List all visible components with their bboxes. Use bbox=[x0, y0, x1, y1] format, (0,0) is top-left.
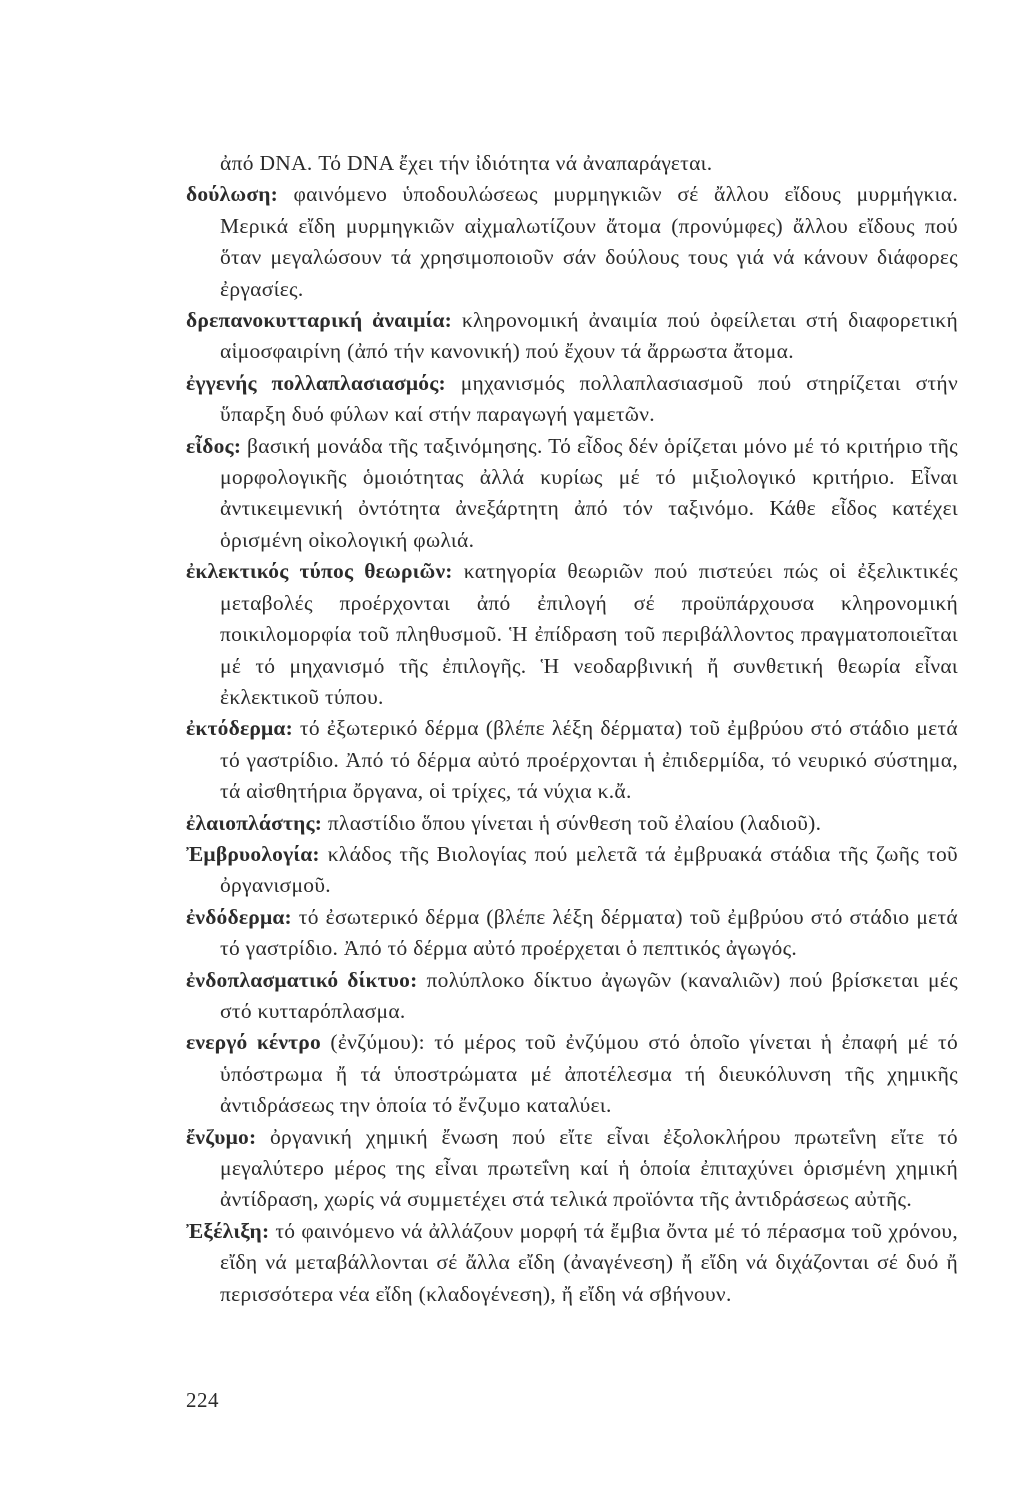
glossary-term: ἐνδοπλασματικό δίκτυο: bbox=[186, 967, 418, 992]
glossary-entry-energo-kentro bbox=[186, 1027, 958, 1121]
glossary-term: ἐκλεκτικός τύπος θεωριῶν: bbox=[186, 559, 453, 584]
glossary-term: εἶδος: bbox=[186, 433, 242, 458]
glossary-definition: κλάδος τῆς Βιολογίας πού μελετᾶ τά ἐμβρυακά στάδια τῆς ζωῆς τοῦ ὀργανισμοῦ. bbox=[220, 841, 958, 898]
glossary-definition: τό φαινόμενο νά ἀλλάζουν μορφή τά ἔμβια ὄντα μέ τό πέρασμα τοῦ χρόνου, εἴδη νά μεταβάλλονται σέ ἄλλα εἴδη (ἀναγένεση) ἤ εἴδη νά διχάζονται σέ δυό ἤ περισσότερα νέα εἴδη (κλαδογένεση), ἤ εἴδη νά σβήνουν. bbox=[220, 1218, 958, 1306]
page-number: 224 bbox=[186, 1388, 219, 1412]
glossary-entry-doulosi bbox=[186, 179, 958, 305]
glossary-term: ἔνζυμο: bbox=[186, 1124, 257, 1149]
glossary-definition: φαινόμενο ὑποδουλώσεως μυρμηγκιῶν σέ ἄλλου εἴδους μυρμήγκια. Μερικά εἴδη μυρμηγκιῶν αἰχμαλωτίζουν ἄτομα (προνύμφες) ἄλλου εἴδους πού ὅταν μεγαλώσουν τά χρησιμοποιοῦν σάν δούλους τους γιά νά κάνουν διάφορες ἐργασίες. bbox=[220, 182, 958, 301]
glossary-definition: ὀργανική χημική ἔνωση πού εἴτε εἶναι ἐξολοκλήρου πρωτεΐνη εἴτε τό μεγαλύτερο μέρος της εἶναι πρωτεΐνη καί ἡ ὁποία ἐπιταχύνει ὁρισμένη χημική ἀντίδραση, χωρίς νά συμμετέχει στά τελικά προϊόντα τῆς ἀντιδράσεως αὐτῆς. bbox=[220, 1124, 958, 1212]
glossary-entry-eggenis-pollaplasiasmos bbox=[186, 368, 958, 431]
glossary-term: ενεργό κέντρο bbox=[186, 1030, 321, 1055]
continuation-text: ἀπό DNA. Τό DNA ἔχει τήν ἰδιότητα νά ἀναπαράγεται. bbox=[220, 151, 713, 175]
glossary-entry-ektoderma bbox=[186, 713, 958, 807]
glossary-entry-enzymo bbox=[186, 1122, 958, 1216]
glossary-entry-endoplasmatiko-diktyo bbox=[186, 965, 958, 1028]
glossary-entry-drepanokyttariki-anaimia bbox=[186, 305, 958, 368]
glossary-term: ἐκτόδερμα: bbox=[186, 716, 293, 741]
glossary-entry-exelixi bbox=[186, 1216, 958, 1310]
glossary-definition: μηχανισμός πολλαπλασιασμοῦ πού στηρίζεται στήν ὕπαρξη δυό φύλων καί στήν παραγωγή γαμετῶν. bbox=[220, 370, 958, 427]
glossary-definition: (ἐνζύμου): τό μέρος τοῦ ἐνζύμου στό ὁποῖο γίνεται ἡ ἐπαφή μέ τό ὑπόστρωμα ἤ τά ὑποστρώματα μέ ἀποτέλεσμα τή διευκόλυνση τῆς χημικῆς ἀντιδράσεως την ὁποία τό ἔνζυμο καταλύει. bbox=[220, 1030, 958, 1118]
glossary-entry-embryologia bbox=[186, 839, 958, 902]
glossary-entry-eklektikos-typos bbox=[186, 556, 958, 713]
glossary-entry-elaioplastis bbox=[186, 808, 958, 839]
glossary-term: δρεπανοκυτταρική ἀναιμία: bbox=[186, 308, 453, 333]
glossary-definition: βασική μονάδα τῆς ταξινόμησης. Τό εἶδος δέν ὁρίζεται μόνο μέ τό κριτήριο τῆς μορφολογικῆς ὁμοιότητας ἀλλά κυρίως μέ τό μιξιολογικό κριτήριο. Εἶναι ἀντικειμενική ὀντότητα ἀνεξάρτητη ἀπό τόν ταξινόμο. Κάθε εἶδος κατέχει ὁρισμένη οἰκολογική φωλιά. bbox=[220, 433, 958, 552]
glossary-term: ἐνδόδερμα: bbox=[186, 904, 292, 929]
glossary-definition: τό ἐξωτερικό δέρμα (βλέπε λέξη δέρματα) τοῦ ἐμβρύου στό στάδιο μετά τό γαστρίδιο. Ἀπό τό δέρμα αὐτό προέρχονται ἡ ἐπιδερμίδα, τό νευρικό σύστημα, τά αἰσθητήρια ὄργανα, οἱ τρίχες, τά νύχια κ.ἄ. bbox=[220, 716, 958, 804]
glossary-definition: κληρονομική ἀναιμία πού ὀφείλεται στή διαφορετική αἱμοσφαιρίνη (ἀπό τήν κανονική) πού ἔχουν τά ἄρρωστα ἄτομα. bbox=[220, 308, 958, 364]
glossary-term: Ἐξέλιξη: bbox=[186, 1218, 270, 1243]
glossary-definition: πολύπλοκο δίκτυο ἀγωγῶν (καναλιῶν) πού βρίσκεται μές στό κυτταρόπλασμα. bbox=[220, 967, 958, 1023]
glossary-entry-endoderma bbox=[186, 902, 958, 965]
glossary-term: ἐλαιοπλάστης: bbox=[186, 810, 323, 835]
glossary-term: δούλωση: bbox=[186, 182, 279, 207]
glossary-term: Ἐμβρυολογία: bbox=[186, 841, 320, 866]
glossary-entry-eidos bbox=[186, 431, 958, 557]
glossary-term: ἐγγενής πολλαπλασιασμός: bbox=[186, 370, 446, 395]
glossary-definition: πλαστίδιο ὅπου γίνεται ἡ σύνθεση τοῦ ἐλαίου (λαδιοῦ). bbox=[322, 810, 822, 835]
glossary-definition: κατηγορία θεωριῶν πού πιστεύει πώς οἱ ἐξελικτικές μεταβολές προέρχονται ἀπό ἐπιλογή σέ προϋπάρχουσα κληρονομική ποικιλομορφία τοῦ πληθυσμοῦ. Ἡ ἐπίδραση τοῦ περιβάλλοντος πραγματοποιεῖται μέ τό μηχανισμό τῆς ἐπιλογῆς. Ἡ νεοδαρβινική ἤ συνθετική θεωρία εἶναι ἐκλεκτικοῦ τύπου. bbox=[220, 559, 958, 709]
glossary-definition: τό ἐσωτερικό δέρμα (βλέπε λέξη δέρματα) τοῦ ἐμβρύου στό στάδιο μετά τό γαστρίδιο. Ἀπό τό δέρμα αὐτό προέρχεται ὁ πεπτικός ἀγωγός. bbox=[220, 904, 958, 961]
glossary bbox=[186, 148, 958, 1310]
